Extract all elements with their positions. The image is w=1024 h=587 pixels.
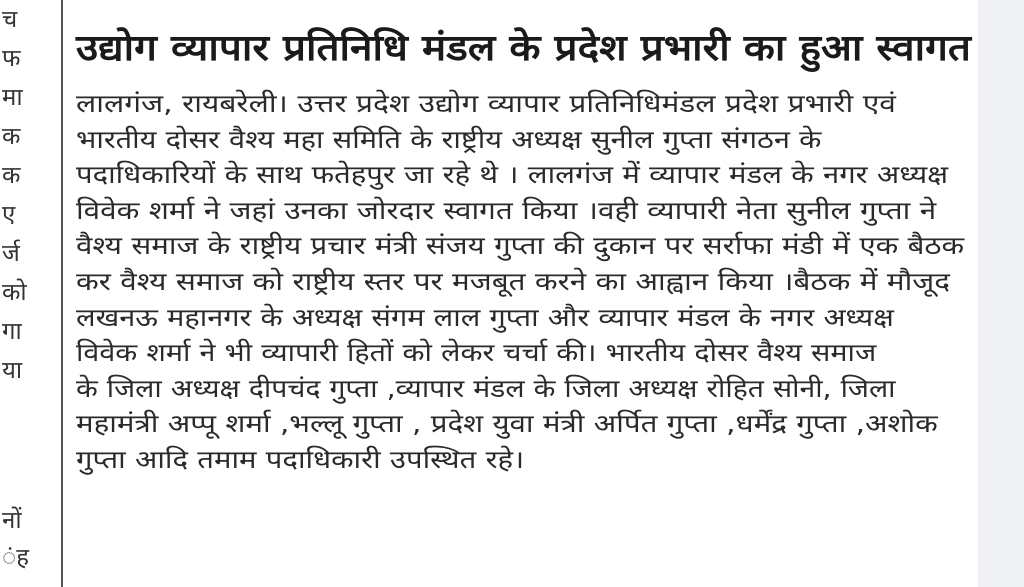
fragment: च: [2, 5, 18, 33]
article-body: [76, 86, 965, 478]
fragment: मा: [2, 83, 23, 111]
column-divider: [61, 0, 63, 587]
fragment: क: [2, 161, 21, 189]
body-line: कर वैश्य समाज को राष्ट्रीय स्तर पर मजबूत करने का आह्वान किया ।बैठक में मौजूद: [76, 266, 950, 296]
fragment: क: [2, 122, 21, 150]
body-line: लखनऊ महानगर के अध्यक्ष संगम लाल गुप्ता और व्यापार मंडल के नगर अध्यक्ष: [76, 302, 894, 332]
fragment: को: [2, 278, 27, 306]
fragment: ंह: [2, 543, 29, 571]
body-line: पदाधिकारियों के साथ फतेहपुर जा रहे थे । लालगंज में व्यापार मंडल के नगर अध्यक्ष: [76, 160, 949, 190]
adjacent-column-fragments: [0, 0, 58, 587]
fragment: ए: [2, 200, 16, 228]
body-line: विवेक शर्मा ने जहां उनका जोरदार स्वागत किया ।वही व्यापारी नेता सुनील गुप्ता ने: [76, 195, 937, 225]
background-margin: [978, 0, 1024, 587]
body-line: लालगंज, रायबरेली। उत्तर प्रदेश उद्योग व्यापार प्रतिनिधिमंडल प्रदेश प्रभारी एवं: [76, 89, 896, 118]
body-line: के जिला अध्यक्ष दीपचंद गुप्ता ,व्यापार मंडल के जिला अध्यक्ष रोहित सोनी, जिला: [76, 373, 896, 403]
body-line: महामंत्री अप्पू शर्मा ,भल्लू गुप्ता , प्रदेश युवा मंत्री अर्पित गुप्ता ,धर्मेंद्र गुप्ता ,अशोक: [76, 409, 938, 439]
body-line: गुप्ता आदि तमाम पदाधिकारी उपस्थित रहे।: [76, 444, 525, 474]
fragment: गा: [2, 317, 22, 345]
body-line: विवेक शर्मा ने भी व्यापारी हितों को लेकर चर्चा की। भारतीय दोसर वैश्य समाज: [76, 338, 877, 368]
body-line: भारतीय दोसर वैश्य महा समिति के राष्ट्रीय अध्यक्ष सुनील गुप्ता संगठन के: [76, 124, 822, 154]
fragment: फ: [2, 44, 21, 72]
body-line: वैश्य समाज के राष्ट्रीय प्रचार मंत्री संजय गुप्ता की दुकान पर सर्राफा मंडी में एक बैठक: [76, 231, 965, 261]
fragment: र्ज: [2, 239, 20, 267]
fragment: या: [2, 356, 23, 384]
fragment: नों: [2, 506, 22, 534]
article-headline: उद्योग व्यापार प्रतिनिधि मंडल के प्रदेश प्रभारी का हुआ स्वागत: [76, 28, 972, 69]
